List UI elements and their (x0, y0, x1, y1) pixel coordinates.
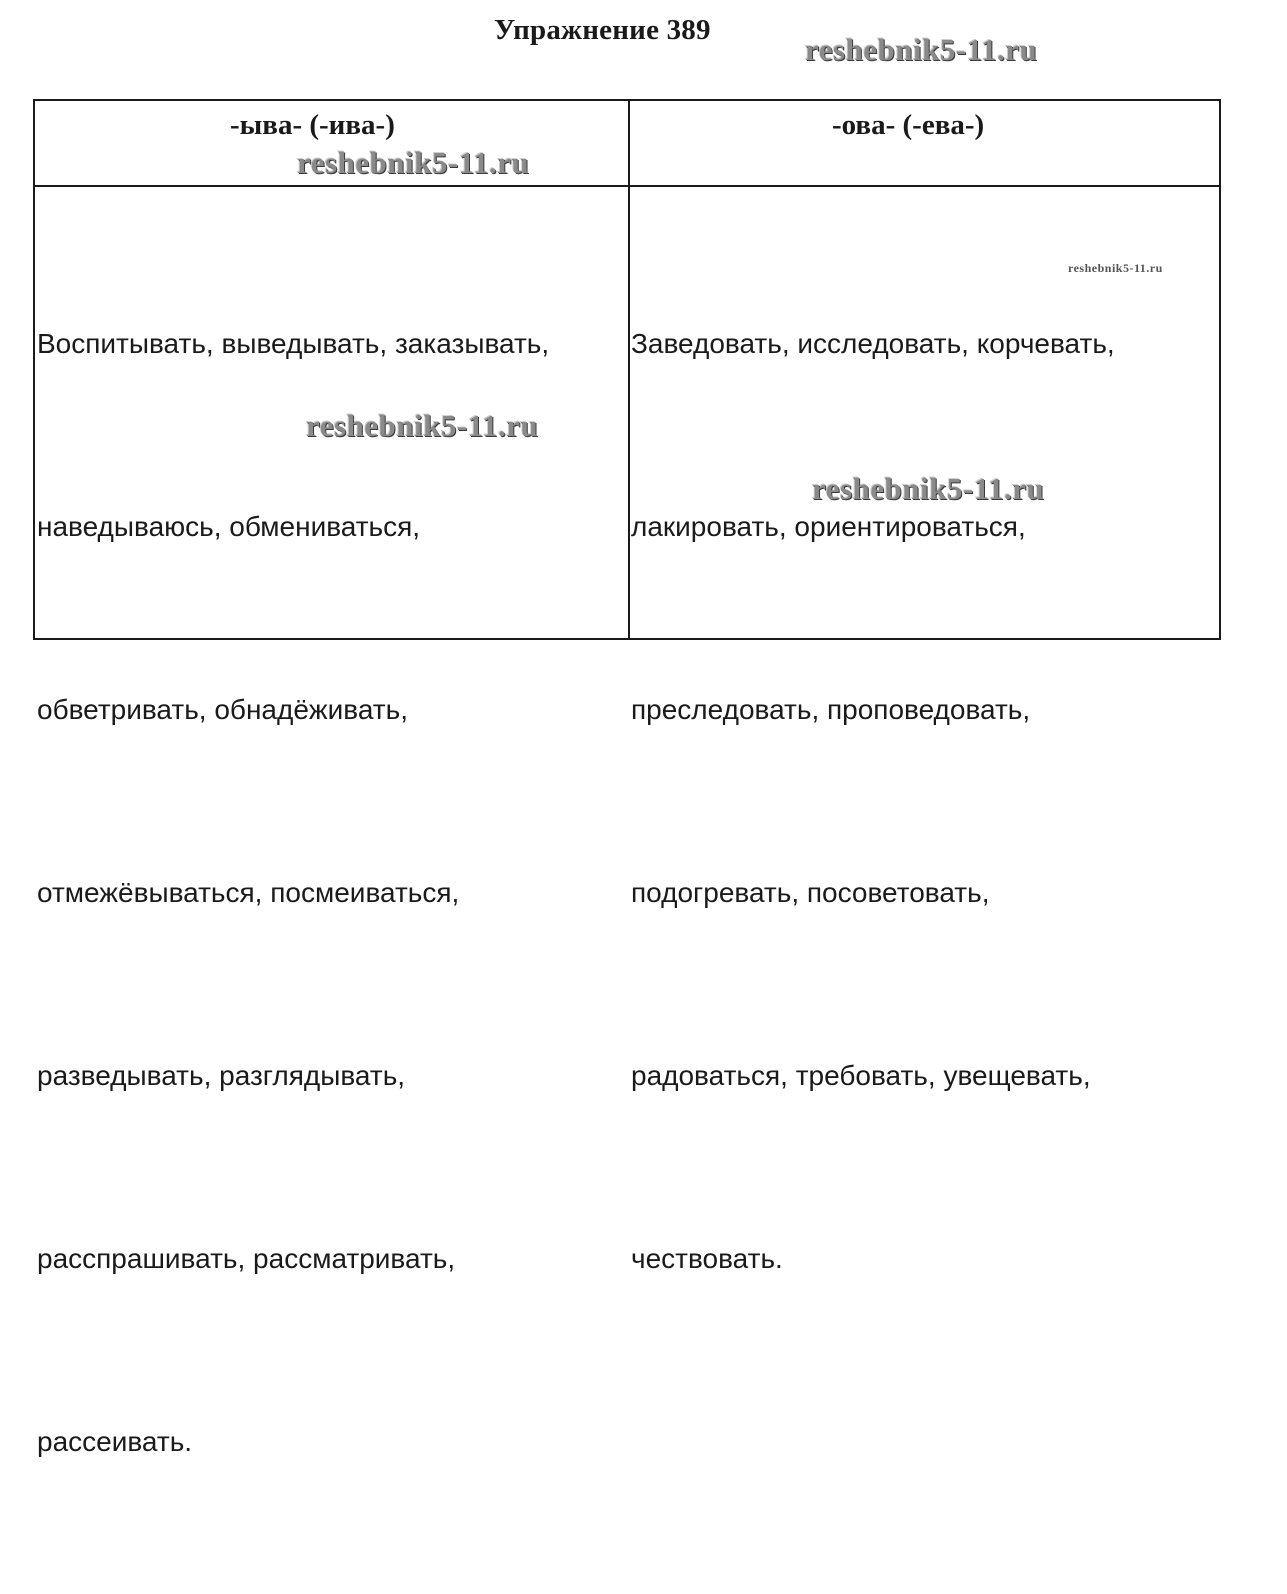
left-line: разведывать, разглядывать, (37, 1060, 406, 1091)
left-line: обветривать, обнадёживать, (37, 694, 408, 725)
watermark-top: reshebnik5-11.ru (805, 32, 1038, 67)
watermark-middle: reshebnik5-11.ru (306, 408, 539, 443)
table-header-row (35, 101, 1219, 187)
exercise-title: Упражнение 389 (494, 14, 711, 46)
right-column-words (631, 191, 1115, 1411)
left-line: Воспитывать, выведывать, заказывать, (37, 328, 550, 359)
header-ova-eva: -ова- (-ева-) (832, 109, 985, 141)
watermark-small: reshebnik5-11.ru (1068, 261, 1163, 275)
watermark-right: reshebnik5-11.ru (812, 471, 1045, 506)
left-line: рассеивать. (37, 1426, 193, 1457)
right-line: лакировать, ориентироваться, (631, 511, 1026, 542)
right-line: Заведовать, исследовать, корчевать, (631, 328, 1115, 359)
left-line: расспрашивать, рассматривать, (37, 1243, 456, 1274)
left-line: отмежёвываться, посмеиваться, (37, 877, 460, 908)
column-divider (628, 101, 630, 638)
right-line: преследовать, проповедовать, (631, 694, 1031, 725)
header-yva-iva: -ыва- (-ива-) (230, 109, 395, 141)
watermark-header: reshebnik5-11.ru (297, 145, 530, 180)
left-column-words (37, 191, 549, 1594)
left-line: наведываюсь, обмениваться, (37, 511, 421, 542)
right-line: подогревать, посоветовать, (631, 877, 990, 908)
suffix-table (33, 99, 1221, 1457)
right-line: радоваться, требовать, увещевать, (631, 1060, 1091, 1091)
right-line: чествовать. (631, 1243, 783, 1274)
